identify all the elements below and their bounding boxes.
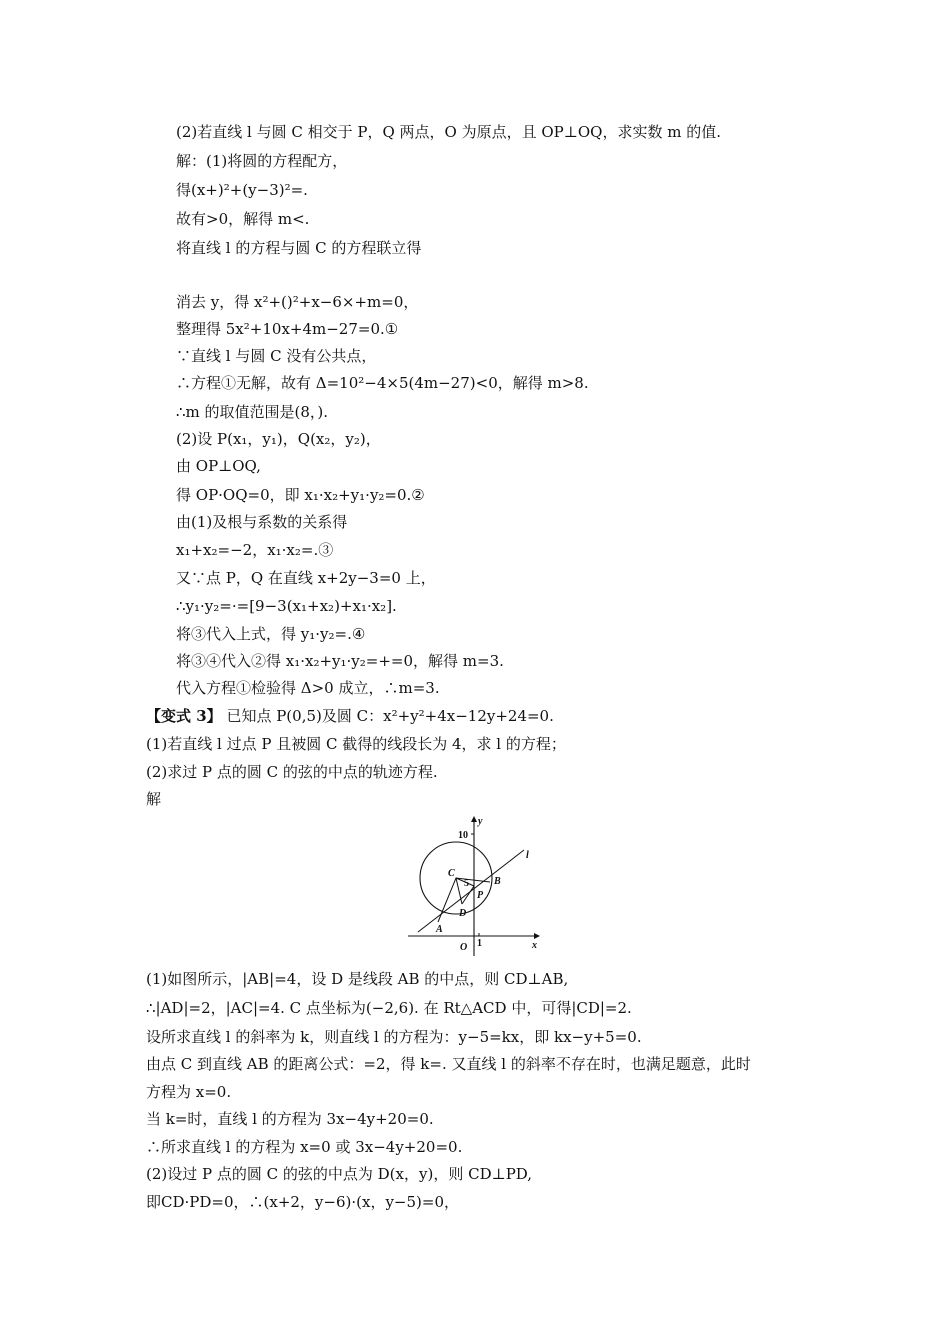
text-line: 将③④代入②得 x₁·x₂+y₁·y₂=+=0，解得 m=3.	[176, 652, 504, 670]
text-line: 即CD·PD=0，∴(x+2，y−6)·(x，y−5)=0，	[146, 1193, 459, 1211]
variant-question-1: (1)若直线 l 过点 P 且被圆 C 截得的线段长为 4，求 l 的方程；	[146, 735, 566, 753]
label-10: 10	[458, 830, 468, 841]
label-x: x	[532, 940, 537, 951]
text-line: 将③代入上式，得 y₁·y₂=.④	[176, 625, 366, 643]
geometry-figure	[408, 808, 544, 958]
text-line: (2)若直线 l 与圆 C 相交于 P，Q 两点，O 为原点，且 OP⊥OQ，求实数 m 的值.	[176, 123, 721, 141]
text-line: ∴m 的取值范围是(8，).	[176, 403, 329, 421]
label-y: y	[478, 816, 483, 827]
text-line: 当 k=时，直线 l 的方程为 3x−4y+20=0.	[146, 1110, 434, 1128]
text-line: 由(1)及根与系数的关系得	[176, 513, 348, 531]
label-b: B	[494, 876, 501, 887]
text-line: 方程为 x=0.	[146, 1083, 232, 1101]
text-line: (2)设过 P 点的圆 C 的弦的中点为 D(x，y)，则 CD⊥PD,	[146, 1165, 533, 1183]
text-line: 又∵点 P，Q 在直线 x+2y−3=0 上，	[176, 569, 436, 587]
text-line: (1)如图所示，|AB|=4，设 D 是线段 AB 的中点，则 CD⊥AB,	[146, 970, 569, 988]
label-d: D	[459, 908, 467, 919]
text-line: x₁+x₂=−2，x₁·x₂=.③	[176, 541, 334, 559]
text-line: 将直线 l 的方程与圆 C 的方程联立得	[176, 239, 422, 257]
text-line: 整理得 5x²+10x+4m−27=0.①	[176, 320, 399, 338]
label-p: P	[477, 890, 484, 901]
label-1: 1	[477, 938, 482, 949]
label-a: A	[436, 924, 443, 935]
text-line: ∴y₁·y₂=·=[9−3(x₁+x₂)+x₁·x₂].	[176, 597, 397, 615]
text-line: 代入方程①检验得 Δ>0 成立，∴m=3.	[176, 679, 440, 697]
text-line: ∴|AD|=2，|AC|=4. C 点坐标为(−2,6). 在 Rt△ACD 中，可得|CD|=2.	[146, 999, 632, 1017]
text-line: 故有>0，解得 m<.	[176, 210, 310, 228]
label-c: C	[448, 868, 455, 879]
label-o: O	[460, 942, 468, 953]
text-line: ∵直线 l 与圆 C 没有公共点，	[176, 347, 377, 365]
text-line: 由点 C 到直线 AB 的距离公式：=2，得 k=. 又直线 l 的斜率不存在时，也满足题意，此时	[146, 1055, 751, 1073]
solution-label: 解	[146, 790, 162, 808]
text-line: ∴方程①无解，故有 Δ=10²−4×5(4m−27)<0，解得 m>8.	[176, 374, 589, 392]
text-line: 得(x+)²+(y−3)²=.	[176, 181, 308, 199]
text-line: 由 OP⊥OQ,	[176, 457, 261, 475]
text-line: 解：(1)将圆的方程配方，	[176, 152, 348, 170]
label-l: l	[526, 850, 529, 861]
variant-heading	[146, 706, 554, 726]
text-line: 消去 y，得 x²+()²+x−6×+m=0，	[176, 293, 419, 311]
y-axis-arrow-icon	[471, 816, 477, 822]
variant-text: 已知点 P(0,5)及圆 C：x²+y²+4x−12y+24=0.	[221, 707, 554, 725]
variant-tag: 【变式 3】	[146, 707, 222, 725]
variant-question-2: (2)求过 P 点的圆 C 的弦的中点的轨迹方程.	[146, 763, 438, 781]
label-5: 5	[464, 878, 469, 889]
x-axis-arrow-icon	[534, 933, 540, 939]
text-line: (2)设 P(x₁，y₁)，Q(x₂，y₂)，	[176, 430, 381, 448]
text-line: 得 OP·OQ=0，即 x₁·x₂+y₁·y₂=0.②	[176, 486, 425, 504]
text-line: 设所求直线 l 的斜率为 k，则直线 l 的方程为：y−5=kx，即 kx−y+5=0.	[146, 1028, 642, 1046]
text-line: ∴所求直线 l 的方程为 x=0 或 3x−4y+20=0.	[146, 1138, 463, 1156]
